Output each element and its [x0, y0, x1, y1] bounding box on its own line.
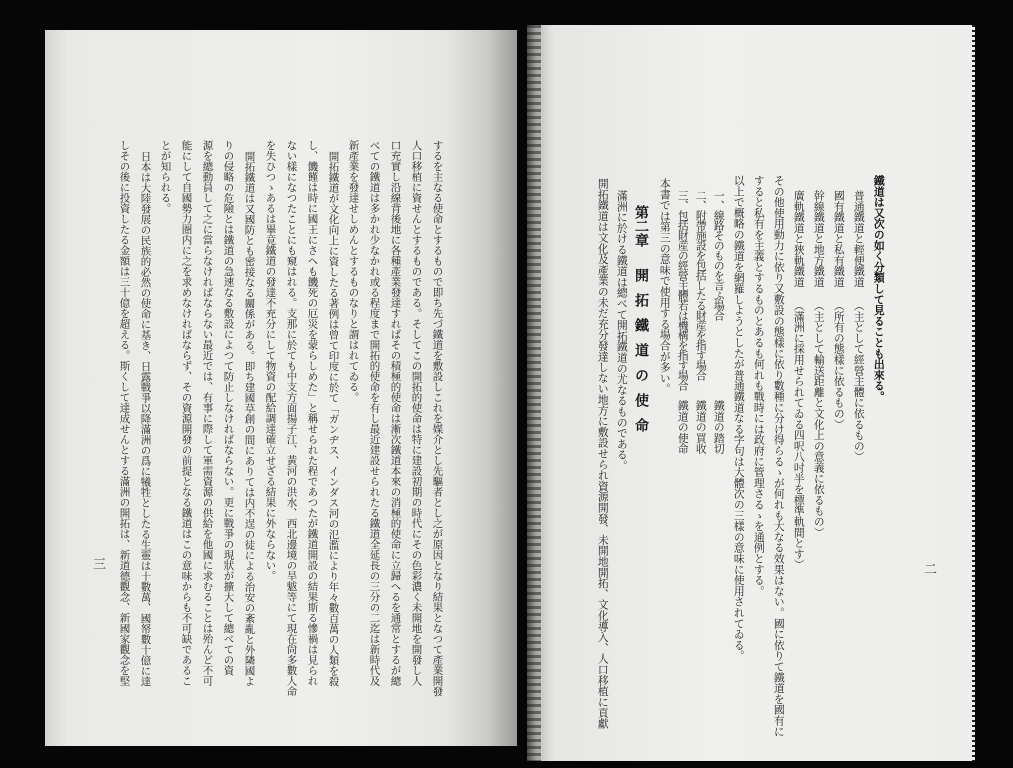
text-column: 開拓鐵道は又國防とも密接なる關係がある。即ち建國草創の間にありては内不逞の徒による治安の紊亂と外隣國よ [243, 151, 256, 687]
text-column: 日本は大陸發展の民族的必然の使命に基き、日露戰爭以降滿洲の爲に犧牲としたる生靈は十數萬、國帑數十億に達 [139, 151, 152, 687]
text-column: 開拓鐵道が文化向上に資したる著例は曾て印度に於て「ガンヂス、インダス河の氾濫により年々數百萬の人類を殺 [327, 151, 340, 687]
usage-example: 鐵道の使命 [676, 400, 690, 454]
text-column: すると私有を主義とするものとあるも何れも戰時には政府に管理さるゝを通例とする。 [752, 175, 766, 597]
text-column: 源を總動員して之に當らなければならない最近では、有事に際して軍需資源の供給を他國に求むることは殆んど不可 [201, 140, 214, 686]
text-column: 能にして自國勢力圏内に之を求めなければならず、その資源開發の前提となる鐵道はこの意味からも不可缺であるこ [180, 140, 193, 686]
chapter-title: 開拓鐵道の使命 [633, 268, 649, 443]
text-column: し、饑饉は時に國王にさへも饑死の厄災を蒙らしめた」と稱せられた程であつたが鐵道開設の結果斯る慘禍は見られ [306, 140, 319, 686]
text-column: その他使用動力に依り又敷設の態樣に依り數種に分け得らるゝが何れも大なる效果はない。國に依りて鐵道を國有に [772, 175, 786, 737]
page-edge [972, 25, 975, 761]
usage-label: 三、包括財産の經營主體若は機構を指す場合 [676, 190, 690, 390]
right-page [527, 25, 975, 761]
text-column: 滿洲に於ける鐵道は總べて開拓鐵道の尤なるものである。 [615, 190, 629, 471]
text-column: 人口移植に資せんとするものである。そしてこの開拓的使命は特に建設初期の時代にその色彩濃く未開地を開發し人 [410, 140, 423, 686]
text-column: とが知られる。 [159, 140, 172, 214]
classification-term: 國有鐵道と私有鐵道 [832, 190, 846, 288]
page-number: 二 [921, 562, 936, 575]
classification-note: （所有の態樣に依るもの） [832, 300, 846, 430]
text-column: を失ひつゝあるは畢竟鐵道の發達不充分にして物資の配給調達確立せざる結果に外ならない。 [264, 140, 277, 581]
text-column: 以上で概略の鐵道を網羅しようとしたが普通鐵道なる字句は大體次の三樣の意味に使用されてゐる。 [732, 175, 746, 661]
classification-note: （主として輸送距離と文化上の意義に依るもの） [812, 300, 826, 538]
page-number: 三 [90, 557, 105, 570]
classification-term: 廣軌鐵道と狹軌鐵道 [792, 190, 806, 288]
left-page [45, 30, 517, 746]
text-column: 口充實し沿線背後地に各種產業發達すればその積極的使命は漸次鐵道本來の消極的使命に立歸へるを通常とするが總 [389, 140, 402, 686]
chapter-number: 第二章 [633, 205, 649, 247]
text-column: するを主なる使命とするもので即ち先づ鐵道を敷設しこれを媒介とし先驅者とし之が原因となり結果となつて產業開發 [431, 140, 444, 697]
binding-shadow [527, 25, 541, 761]
text-column: べての鐵道は多かれ少なかれ或る程度まで開拓的使命を有し最近建設せられたる鐵道全延長の三分の二迄は新時代及 [368, 140, 381, 686]
text-column: 新產業を發達せしめんとするものなりと謂はれてゐる。 [347, 140, 360, 403]
usage-example: 鐵道の踏切 [712, 400, 726, 454]
classification-note: （滿洲に採用せられてゐる四呎八吋半を標準軌間とす） [792, 300, 806, 570]
usage-label: 一、線路そのものを言ふ場合 [712, 190, 726, 320]
usage-note: 本書では第三の意味で使用する場合が多い。 [658, 178, 672, 394]
usage-example: 鐵道の買收 [694, 400, 708, 454]
text-column: しその後に投資したる金額は三十億を超える。斯くして達成せんとする滿洲の開拓は、新道德觀念、新國家觀念を堅 [118, 140, 131, 686]
usage-label: 二、附帶施設を包括したる財産を指す場合 [694, 190, 708, 380]
classification-note: （主として經營主體に依るもの） [852, 300, 866, 462]
classification-term: 幹線鐵道と地方鐵道 [812, 190, 826, 288]
text-column: ない樣になつたことにも窺はれる。支那に於ても中支方面揚子江、黃河の洪水、西北邊境の旱魃等にて現在尙多數人命 [285, 140, 298, 697]
text-column: 開拓鐵道は文化及產業の未だ充分發達しない地方に敷設せられ資源開發、未開地開拓、文化導入、人口移植に貢獻 [596, 178, 610, 729]
intro-line: 鐵道は又次の如く分類して見ることも出來る。 [872, 175, 886, 402]
classification-term: 普通鐵道と輕便鐵道 [852, 190, 866, 288]
text-column: りの侵略の危險とは鐵道の急速なる敷設によつて防止しなければならない。更に戰爭の現狀が擴大して總べての資 [222, 140, 235, 676]
